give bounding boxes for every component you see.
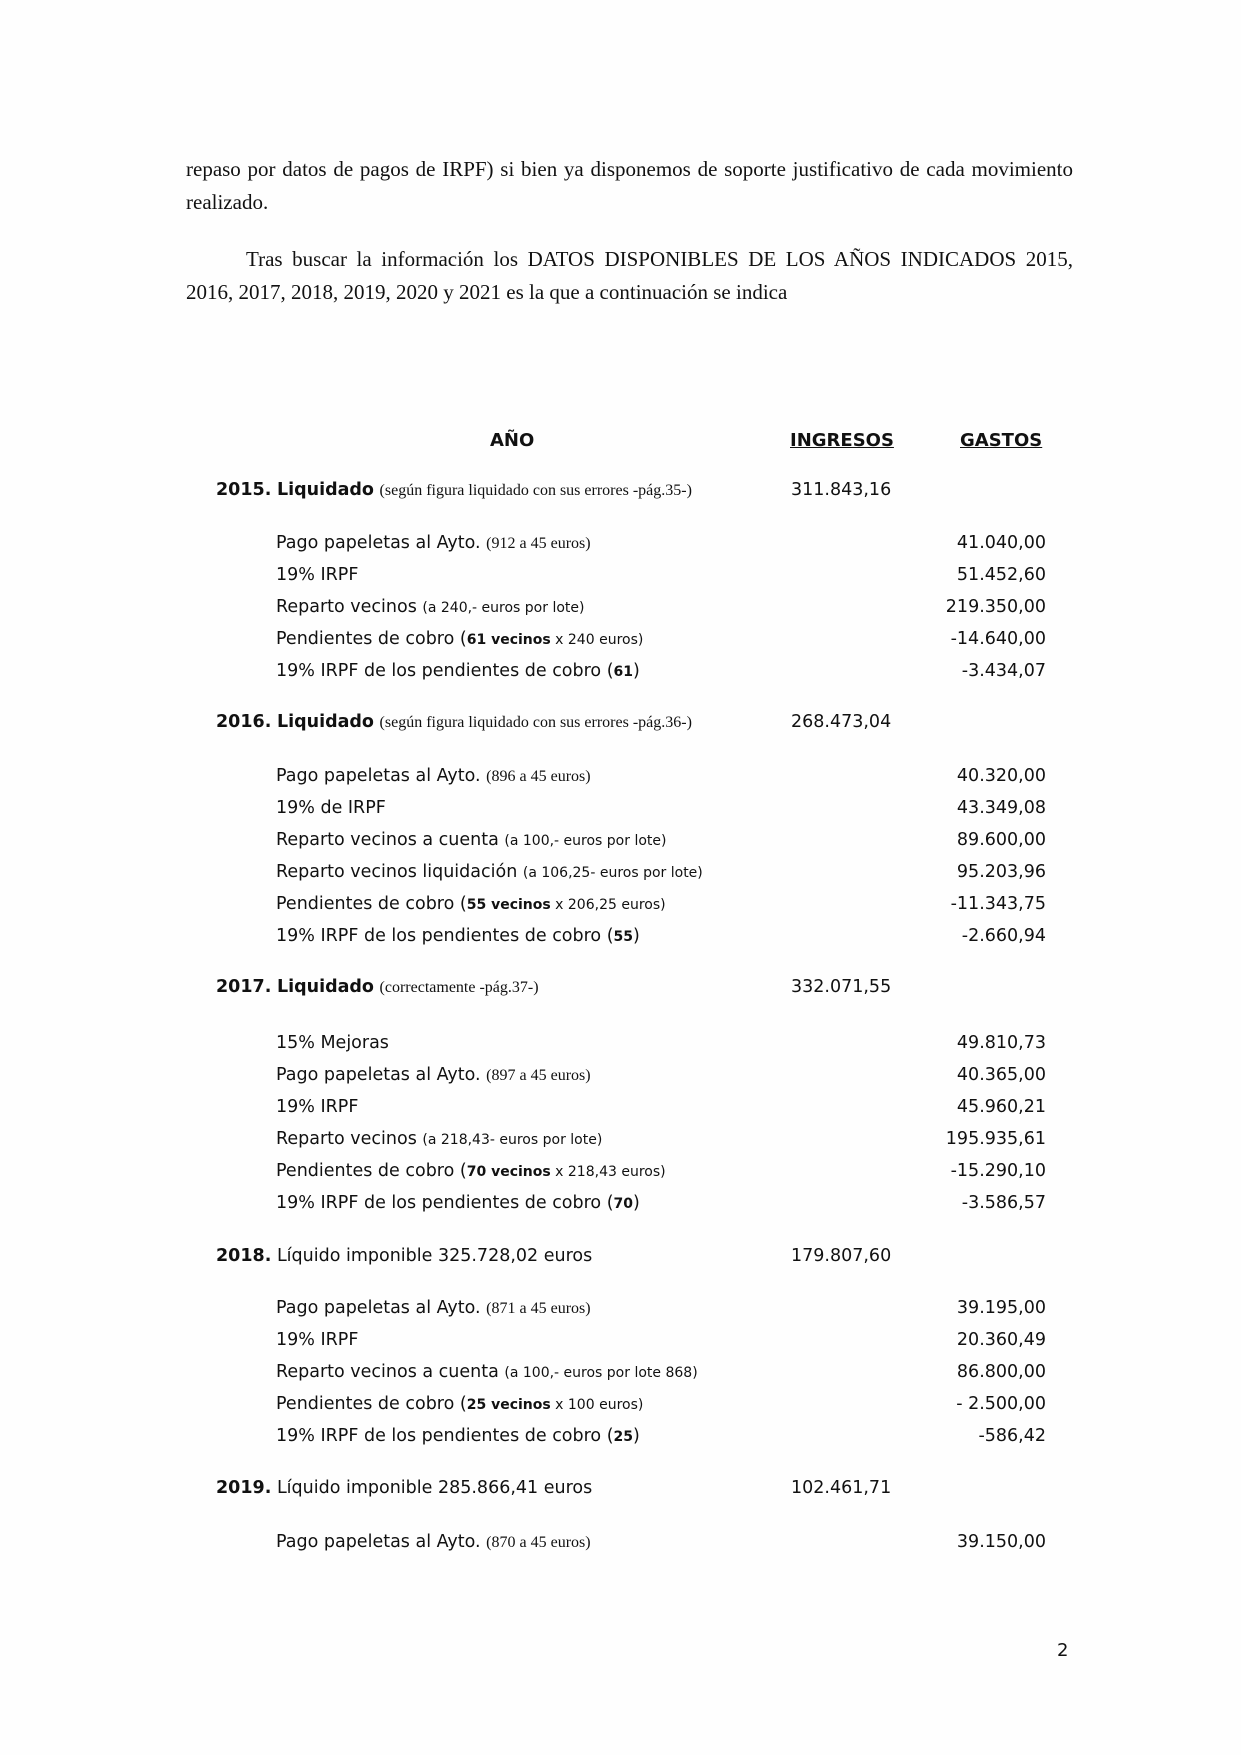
expense-row: [0, 629, 1241, 659]
label-count: 25 vecinos: [466, 1397, 551, 1413]
year-heading: [216, 1246, 592, 1266]
year-label: 2016.: [216, 712, 272, 732]
expense-amount: 195.935,61: [945, 1129, 1046, 1149]
label-text: 19% IRPF de los pendientes de cobro (: [276, 661, 614, 681]
label-text: 19% IRPF de los pendientes de cobro (: [276, 1426, 614, 1446]
expense-label: [276, 894, 666, 914]
expense-row: [0, 766, 1241, 796]
expense-row: [0, 1033, 1241, 1063]
year-label: 2018.: [216, 1246, 272, 1266]
expense-amount: 45.960,21: [956, 1097, 1046, 1117]
label-note: x 206,25 euros): [550, 897, 666, 913]
expense-row: [0, 830, 1241, 860]
expense-row: [0, 1394, 1241, 1424]
label-note: x 240 euros): [550, 632, 644, 648]
income-value: 332.071,55: [791, 977, 892, 997]
expense-label: [276, 1426, 640, 1446]
label-text: Pendientes de cobro (: [276, 894, 467, 914]
expense-label: [276, 1065, 591, 1085]
expense-label: [276, 1161, 666, 1181]
expense-row: [0, 926, 1241, 956]
label-close: ): [633, 661, 640, 681]
expense-label: [276, 1532, 591, 1552]
label-text: Reparto vecinos: [276, 1129, 423, 1149]
expense-amount: 49.810,73: [956, 1033, 1046, 1053]
expense-row: [0, 1161, 1241, 1191]
label-close: ): [633, 926, 640, 946]
expense-label: [276, 1394, 643, 1414]
expense-amount: -2.660,94: [961, 926, 1046, 946]
expense-row: [0, 661, 1241, 691]
expense-label: [276, 862, 703, 882]
expense-row: [0, 1065, 1241, 1095]
label-note: (871 a 45 euros): [486, 1300, 591, 1317]
label-text: Pendientes de cobro (: [276, 1161, 467, 1181]
label-text: 19% IRPF de los pendientes de cobro (: [276, 926, 614, 946]
label-text: Pago papeletas al Ayto.: [276, 766, 487, 786]
year-note: (según figura liquidado con sus errores -pág.35-): [379, 482, 692, 499]
expense-amount: -14.640,00: [950, 629, 1046, 649]
paragraph-intro-continuation: repaso por datos de pagos de IRPF) si bien ya disponemos de soporte justificativo de cada movimiento realizado.: [186, 157, 1073, 214]
expense-amount: 41.040,00: [956, 533, 1046, 553]
year-heading: [216, 1478, 592, 1498]
label-text: Pago papeletas al Ayto.: [276, 1532, 487, 1552]
year-label: 2015.: [216, 480, 272, 500]
label-close: ): [633, 1193, 640, 1213]
expense-row: [0, 1330, 1241, 1360]
label-note: (896 a 45 euros): [486, 768, 591, 785]
expense-row: [0, 1129, 1241, 1159]
expense-row: [0, 1097, 1241, 1127]
income-value: 102.461,71: [791, 1478, 892, 1498]
year-heading: [216, 977, 539, 997]
header-income: INGRESOS: [790, 430, 894, 451]
label-note: (897 a 45 euros): [486, 1067, 591, 1084]
label-text: Pago papeletas al Ayto.: [276, 1298, 487, 1318]
expense-row: [0, 597, 1241, 627]
year-label: 2019.: [216, 1478, 272, 1498]
label-text: Reparto vecinos liquidación: [276, 862, 523, 882]
label-text: 19% IRPF de los pendientes de cobro (: [276, 1193, 614, 1213]
label-count: 61 vecinos: [466, 632, 551, 648]
year-row-2016: [0, 712, 1241, 742]
label-count: 55 vecinos: [466, 897, 551, 913]
label-text: Pago papeletas al Ayto.: [276, 1065, 487, 1085]
expense-row: [0, 862, 1241, 892]
expense-row: [0, 1298, 1241, 1328]
year-note: (correctamente -pág.37-): [379, 979, 539, 996]
label-count: 61: [613, 664, 634, 680]
label-note: (a 240,- euros por lote): [422, 600, 585, 616]
year-title: Líquido imponible 325.728,02 euros: [276, 1246, 593, 1266]
expense-label: [276, 661, 640, 681]
label-note: (912 a 45 euros): [486, 535, 591, 552]
label-count: 55: [613, 929, 634, 945]
expense-amount: 86.800,00: [956, 1362, 1046, 1382]
expense-label: [276, 1129, 602, 1149]
label-note: (a 100,- euros por lote 868): [504, 1365, 698, 1381]
expense-amount: 39.150,00: [956, 1532, 1046, 1552]
label-close: ): [633, 1426, 640, 1446]
expense-label: 15% Mejoras: [276, 1033, 389, 1053]
expense-amount: -586,42: [978, 1426, 1046, 1446]
expense-label: [276, 1193, 640, 1213]
label-text: Reparto vecinos a cuenta: [276, 830, 505, 850]
expense-row: [0, 1362, 1241, 1392]
expense-amount: - 2.500,00: [956, 1394, 1046, 1414]
expense-label: 19% IRPF: [276, 1330, 359, 1350]
expense-amount: 40.320,00: [956, 766, 1046, 786]
label-note: (a 218,43- euros por lote): [422, 1132, 603, 1148]
expense-label: [276, 1298, 591, 1318]
expense-label: [276, 830, 666, 850]
expense-amount: 20.360,49: [956, 1330, 1046, 1350]
expense-amount: 51.452,60: [956, 565, 1046, 585]
expense-amount: -15.290,10: [950, 1161, 1046, 1181]
paragraph-data-intro: Tras buscar la información los DATOS DISPONIBLES DE LOS AÑOS INDICADOS 2015, 2016, 2017, 2018, 2019, 2020 y 2021 es la que a continuación se indica: [186, 247, 1073, 304]
expense-label: [276, 597, 584, 617]
liquidado-label: Liquidado: [276, 712, 374, 732]
income-value: 311.843,16: [791, 480, 892, 500]
label-note: (870 a 45 euros): [486, 1534, 591, 1551]
label-note: (a 106,25- euros por lote): [522, 865, 703, 881]
year-heading: [216, 480, 692, 500]
label-text: Pago papeletas al Ayto.: [276, 533, 487, 553]
expense-row: [0, 1532, 1241, 1562]
expense-row: [0, 1193, 1241, 1223]
year-row-2015: [0, 480, 1241, 510]
income-value: 268.473,04: [791, 712, 892, 732]
label-text: Reparto vecinos: [276, 597, 423, 617]
year-title: Líquido imponible 285.866,41 euros: [276, 1478, 593, 1498]
year-note: (según figura liquidado con sus errores -pág.36-): [379, 714, 692, 731]
income-value: 179.807,60: [791, 1246, 892, 1266]
label-note: x 218,43 euros): [550, 1164, 666, 1180]
label-count: 70 vecinos: [466, 1164, 551, 1180]
expense-row: [0, 533, 1241, 563]
page-number: 2: [1057, 1640, 1069, 1661]
expense-amount: -3.434,07: [961, 661, 1046, 681]
expense-row: [0, 1426, 1241, 1456]
year-label: 2017.: [216, 977, 272, 997]
year-row-2018: [0, 1246, 1241, 1276]
expense-label: [276, 533, 591, 553]
expense-amount: 43.349,08: [956, 798, 1046, 818]
year-row-2017: [0, 977, 1241, 1007]
expense-amount: 89.600,00: [956, 830, 1046, 850]
expense-amount: 40.365,00: [956, 1065, 1046, 1085]
expense-label: 19% IRPF: [276, 1097, 359, 1117]
label-note: x 100 euros): [550, 1397, 644, 1413]
header-expenses: GASTOS: [960, 430, 1043, 451]
liquidado-label: Liquidado: [276, 480, 374, 500]
expense-label: [276, 1362, 698, 1382]
expense-label: [276, 629, 643, 649]
header-year: AÑO: [490, 430, 535, 451]
year-row-2019: [0, 1478, 1241, 1508]
expense-amount: 219.350,00: [945, 597, 1046, 617]
expense-row: [0, 565, 1241, 595]
label-count: 70: [613, 1196, 634, 1212]
liquidado-label: Liquidado: [276, 977, 374, 997]
expense-amount: -11.343,75: [950, 894, 1046, 914]
expense-row: [0, 894, 1241, 924]
label-text: Pendientes de cobro (: [276, 1394, 467, 1414]
expense-amount: 95.203,96: [956, 862, 1046, 882]
expense-amount: -3.586,57: [961, 1193, 1046, 1213]
expense-amount: 39.195,00: [956, 1298, 1046, 1318]
year-heading: [216, 712, 692, 732]
expense-label: [276, 766, 591, 786]
label-count: 25: [613, 1429, 634, 1445]
label-text: Pendientes de cobro (: [276, 629, 467, 649]
expense-label: 19% IRPF: [276, 565, 359, 585]
expense-label: [276, 926, 640, 946]
expense-label: 19% de IRPF: [276, 798, 386, 818]
expense-row: [0, 798, 1241, 828]
label-text: Reparto vecinos a cuenta: [276, 1362, 505, 1382]
label-note: (a 100,- euros por lote): [504, 833, 667, 849]
